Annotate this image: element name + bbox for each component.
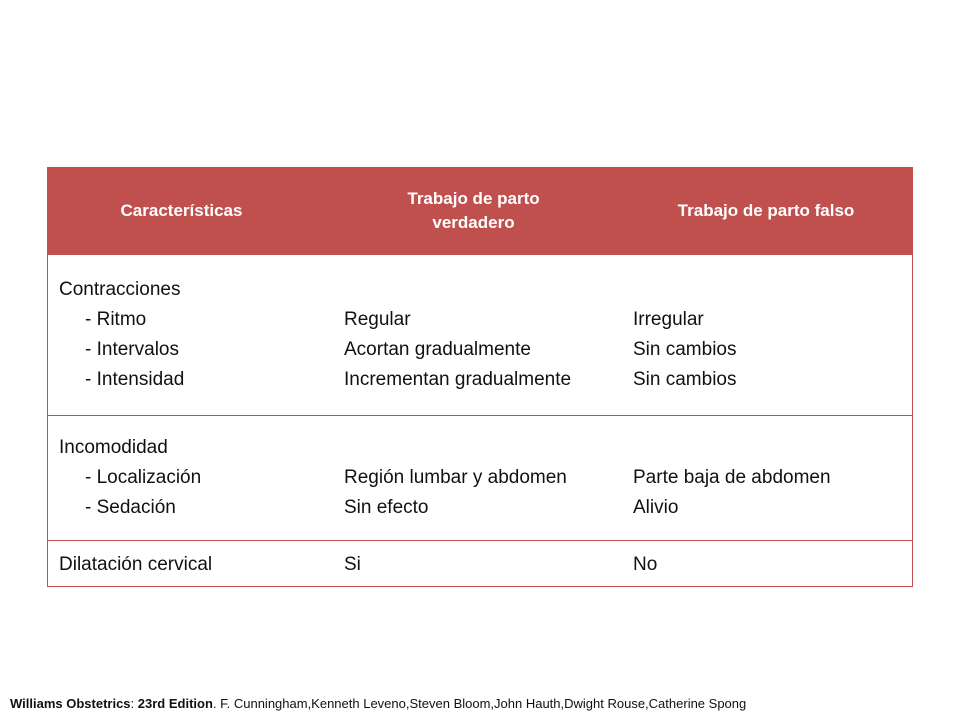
cell-value: Región lumbar y abdomen <box>344 467 567 488</box>
cell-value: Irregular <box>633 309 704 330</box>
group-label: Contracciones <box>59 279 181 300</box>
citation <box>10 696 746 711</box>
header-trabajo-verdadero <box>334 167 623 255</box>
group-label: Incomodidad <box>59 437 168 458</box>
header-line-2: verdadero <box>432 212 515 232</box>
cell-characteristic <box>47 416 334 541</box>
cell-value: Sin efecto <box>344 497 429 518</box>
citation-sep: : <box>130 696 138 711</box>
cell-characteristic <box>47 541 334 590</box>
header-caracteristicas: Características <box>47 167 334 255</box>
header-row <box>47 167 913 255</box>
cell-false-labor <box>623 255 913 416</box>
header-trabajo-falso: Trabajo de parto falso <box>623 167 913 255</box>
cell-value: Alivio <box>633 497 679 518</box>
citation-edition: 23rd Edition <box>137 696 213 711</box>
cell-value: Incrementan gradualmente <box>344 369 572 390</box>
cell-false-labor <box>623 416 913 541</box>
item-label: - Ritmo <box>85 309 147 330</box>
citation-authors: . F. Cunningham,Kenneth Leveno,Steven Bloom,John Hauth,Dwight Rouse,Catherine Spong <box>212 696 747 711</box>
cell-true-labor <box>334 416 623 541</box>
cell-value: Sin cambios <box>633 339 737 360</box>
item-label: - Localización <box>85 467 202 488</box>
item-label: - Sedación <box>85 497 176 518</box>
cell-value: Acortan gradualmente <box>344 339 531 360</box>
item-label: - Intensidad <box>85 369 185 390</box>
cell-true-labor <box>334 541 623 590</box>
item-label: - Intervalos <box>85 339 179 360</box>
cell-value: Parte baja de abdomen <box>633 467 831 488</box>
table-row-incomodidad <box>47 416 913 541</box>
citation-title: Williams Obstetrics <box>10 696 131 711</box>
table-row-contracciones <box>47 255 913 416</box>
comparison-table <box>47 167 913 589</box>
group-label: Dilatación cervical <box>59 554 213 575</box>
header-line-1: Trabajo de parto <box>407 188 540 208</box>
cell-characteristic <box>47 255 334 416</box>
cell-true-labor <box>334 255 623 416</box>
cell-value: Regular <box>344 309 411 330</box>
cell-value: Sin cambios <box>633 369 737 390</box>
cell-value: Si <box>344 554 361 575</box>
table-row-dilatacion <box>47 541 913 590</box>
cell-false-labor <box>623 541 913 590</box>
cell-value: No <box>633 554 658 575</box>
